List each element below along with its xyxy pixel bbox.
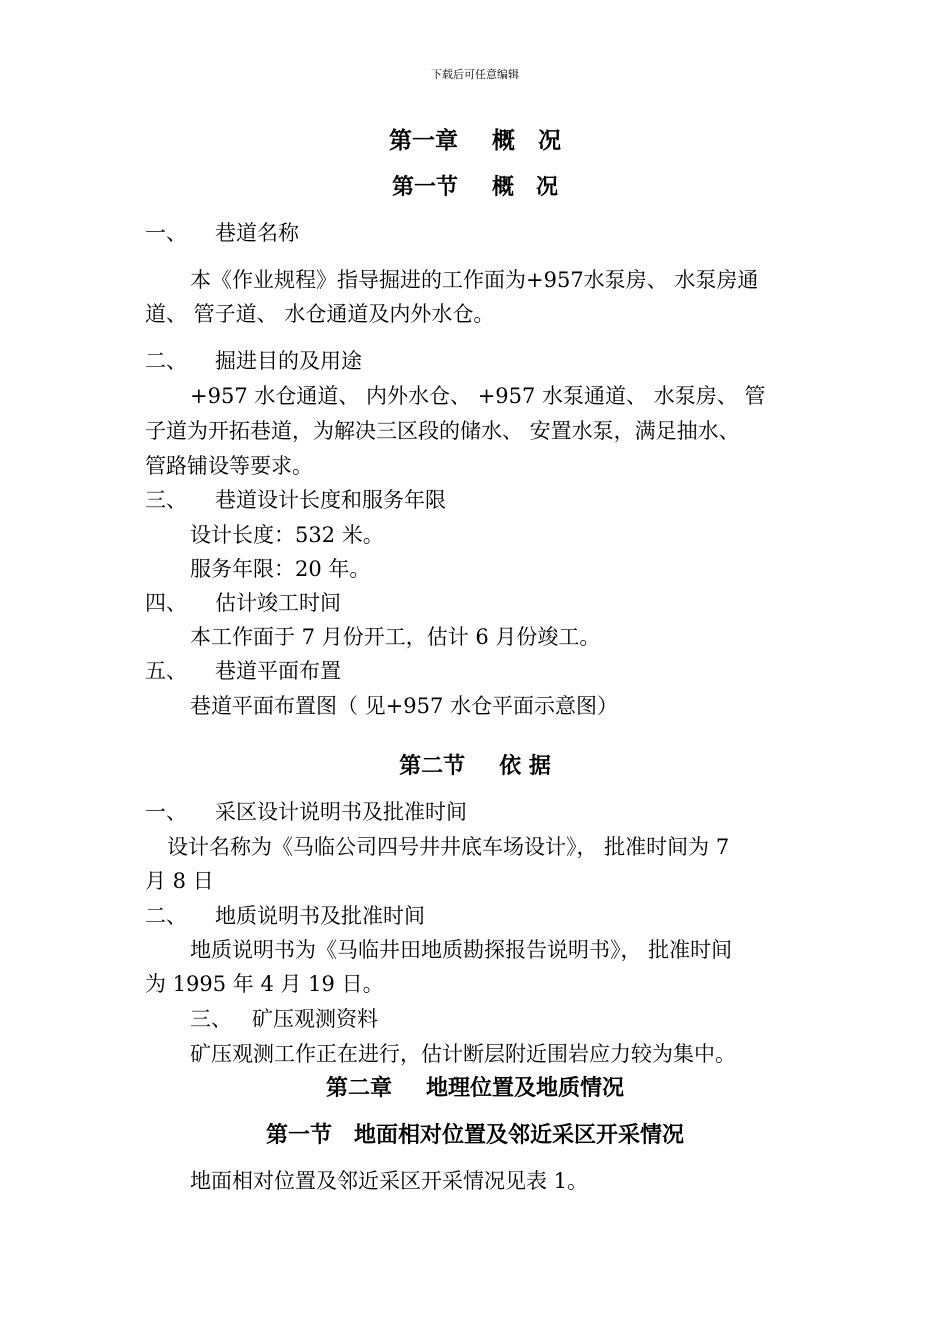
chapter-1-section-2-title: 第二节 依 据 [399, 754, 551, 779]
heading-design-doc: 一、 采区设计说明书及批准时间 [145, 800, 467, 824]
paragraph-layout: 巷道平面布置图（ 见+957 水仓平面示意图） [190, 694, 619, 718]
paragraph-tunnel-name: 本《作业规程》指导掘进的工作面为+957水泵房、 水泵房通 [190, 268, 759, 292]
heading-length-years: 三、 巷道设计长度和服务年限 [145, 488, 446, 512]
heading-purpose: 二、 掘进目的及用途 [145, 349, 362, 373]
chapter-1-section-1-title: 第一节 概 况 [391, 175, 559, 200]
paragraph-geology-doc-cont: 为 1995 年 4 月 19 日。 [145, 972, 384, 996]
paragraph-design-doc-cont: 月 8 日 [145, 869, 214, 893]
heading-tunnel-name: 一、 巷道名称 [145, 221, 299, 245]
heading-layout: 五、 巷道平面布置 [145, 659, 341, 683]
paragraph-purpose: +957 水仓通道、 内外水仓、 +957 水泵通道、 水泵房、 管 [190, 384, 766, 408]
paragraph-tunnel-name-cont: 道、 管子道、 水仓通道及内外水仓。 [145, 302, 495, 326]
paragraph-geology-doc: 地质说明书为《马临井田地质勘探报告说明书》， 批准时间 [190, 938, 733, 962]
heading-geology-doc: 二、 地质说明书及批准时间 [145, 904, 425, 928]
paragraph-purpose-cont2: 管路铺设等要求。 [145, 454, 313, 478]
paragraph-length: 设计长度：532 米。 [190, 523, 384, 547]
paragraph-table-reference: 地面相对位置及邻近采区开采情况见表 1。 [190, 1169, 589, 1193]
chapter-1-title: 第一章 概 况 [389, 128, 561, 154]
paragraph-design-doc: 设计名称为《马临公司四号井井底车场设计》， 批准时间为 7 [167, 835, 730, 859]
chapter-2-title: 第二章 地理位置及地质情况 [325, 1076, 625, 1101]
chapter-2-section-1-title: 第一节 地面相对位置及邻近采区开采情况 [265, 1123, 685, 1148]
paragraph-years: 服务年限：20 年。 [190, 557, 371, 581]
paragraph-pressure-data: 矿压观测工作正在进行，估计断层附近围岩应力较为集中。 [190, 1042, 736, 1066]
paragraph-finish-time: 本工作面于 7 月份开工，估计 6 月份竣工。 [190, 625, 601, 649]
heading-pressure-data: 三、 矿压观测资料 [190, 1007, 378, 1031]
heading-finish-time: 四、 估计竣工时间 [145, 591, 341, 615]
page-header: 下载后可任意编辑 [431, 68, 519, 81]
paragraph-purpose-cont: 子道为开拓巷道，为解决三区段的储水、 安置水泵，满足抽水、 [145, 419, 740, 443]
